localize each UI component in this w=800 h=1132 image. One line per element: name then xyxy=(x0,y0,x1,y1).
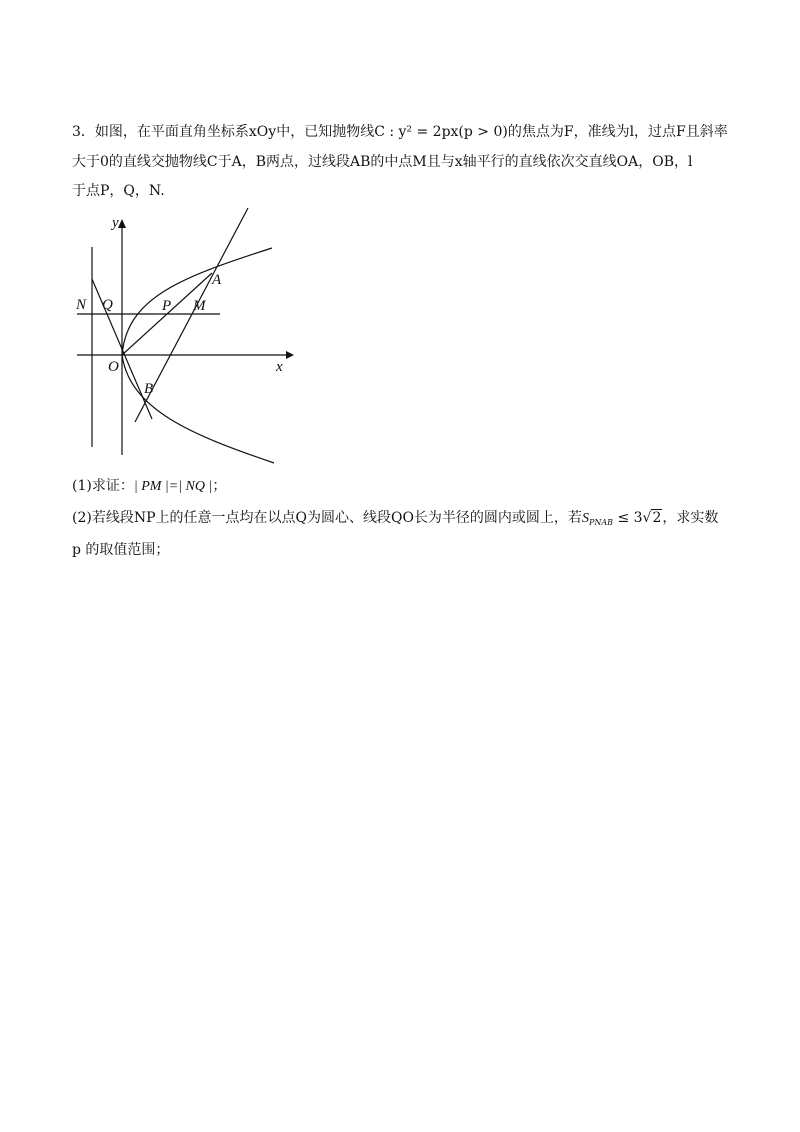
parabola-figure xyxy=(72,205,302,470)
sqrt-icon: √ xyxy=(642,510,652,526)
label-a: A xyxy=(212,272,222,288)
label-q: Q xyxy=(102,297,113,313)
part-2-inequality: ≤ 3 xyxy=(617,510,643,526)
part-1 xyxy=(72,476,226,497)
part-1-expression: | PM |=| NQ | xyxy=(133,479,213,494)
label-m: M xyxy=(193,298,206,314)
part-2-line-2: p 的取值范围； xyxy=(72,542,170,558)
label-o: O xyxy=(108,359,119,375)
part-2-area-symbol: S xyxy=(581,511,589,526)
part-2-line-1 xyxy=(72,508,718,533)
part-2-text-a: (2)若线段NP上的任意一点均在以点Q为圆心、线段QO长为半径的圆内或圆上，若 xyxy=(72,510,582,526)
problem-line-2: 大于0的直线交抛物线C于A，B两点，过线段AB的中点M且与x轴平行的直线依次交直线OA，OB，l xyxy=(72,154,693,170)
label-x: x xyxy=(276,359,283,375)
part-2-radicand: 2 xyxy=(652,510,662,526)
problem-line-3: 于点P，Q，N. xyxy=(72,183,165,199)
problem-line-1: 3．如图，在平面直角坐标系xOy中，已知抛物线C : y² = 2px(p > 0)的焦点为F，准线为l，过点F且斜率 xyxy=(72,124,728,140)
y-axis-arrow xyxy=(118,219,126,228)
part-2-text-b: ，求实数 xyxy=(662,510,719,526)
part-1-suffix: ； xyxy=(212,478,227,494)
label-b: B xyxy=(144,381,154,397)
x-axis-arrow xyxy=(286,351,294,359)
part-2-area-subscript: PNAB xyxy=(588,518,613,527)
label-n: N xyxy=(76,297,87,313)
label-y: y xyxy=(112,215,119,231)
label-p: P xyxy=(162,298,172,314)
part-1-prefix: (1)求证： xyxy=(72,478,134,494)
